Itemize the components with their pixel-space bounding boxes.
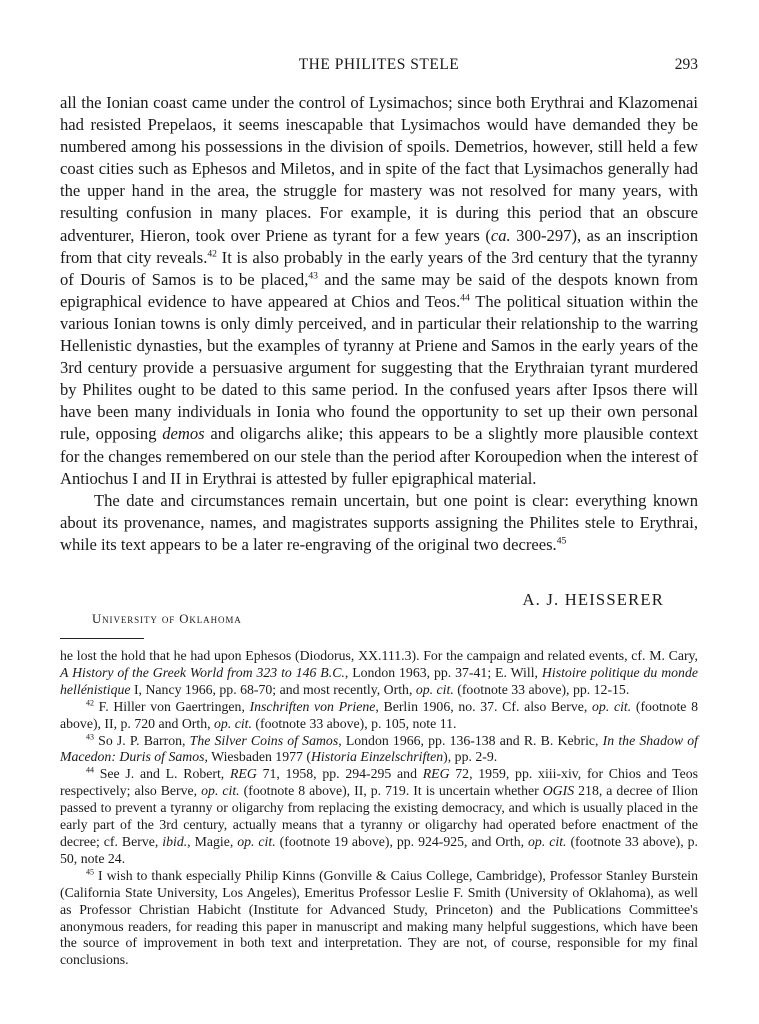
text-run: 72, 1959, pp. xiii-xiv, for Chios and Teos respectively; also Berve,	[60, 766, 699, 799]
text-run: (footnote 33 above), p. 105, note 11.	[251, 715, 457, 731]
author-name: A. J. HEISSERER	[522, 590, 664, 609]
text-run: , London 1966, pp. 136-138 and R. B. Kebric,	[338, 732, 603, 748]
italic-text: op. cit.	[201, 783, 240, 799]
text-run: all the Ionian coast came under the control of Lysimachos; since both Erythrai and Klazomenai had resisted Prepelaos, it seems inescapable that Lysimachos would have demanded they be numbered among his possessions in the division of spoils. Demetrios, however, still held a few coast cities such as Ephesos and Miletos, and in spite of the fact that Lysimachos generally had the upper hand in the area, the struggle for mastery was not resolved for many years, with resulting confusion in many places. For example, it is during this period that an obscure adventurer, Hieron, took over Priene as tyrant for a few years (	[60, 93, 698, 245]
text-run: (footnote 8 above), II, p. 719. It is uncertain whether	[239, 783, 543, 799]
author-affiliation: University of Oklahoma	[92, 612, 242, 626]
footnote-44	[60, 766, 698, 867]
text-run: It is also probably in the early years of the 3rd century that the tyranny of Douris of Samos is to be placed,	[60, 247, 698, 289]
italic-text: The Silver Coins of Samos	[189, 732, 339, 748]
text-run: The political situation within the various Ionian towns is only dimly perceived, and in particular their relationship to the warring Hellenistic dynasties, but the examples of tyranny at Priene and Samos in the early years of the 3rd century provide a persuasive argument for suggesting that the Erythraian tyrant murdered by Philites ought to be dated to this same period. In the confused years after Ipsos there will have been many individuals in Ionia who found the opportunity to set up their own personal rule, opposing	[60, 291, 698, 444]
text-run: and oligarchs alike; this appears to be a slightly more plausible context for the changes remembered on our stele than the period after Koroupedion when the interest of Antiochus I and II in Erythrai is attested by fuller epigraphical material.	[60, 424, 699, 488]
footnote-continuation	[60, 648, 698, 699]
text-run: (footnote 19 above), pp. 924-925, and Orth,	[275, 833, 529, 849]
text-run: I, Nancy 1966, pp. 68-70; and most recently, Orth,	[130, 681, 416, 697]
text-run: , Berlin 1906, no. 37. Cf. also Berve,	[375, 698, 593, 714]
page-number: 293	[674, 56, 698, 73]
text-run: See J. and L. Robert,	[94, 766, 230, 782]
footnote-marker: 45	[556, 535, 567, 547]
italic-text: ibid.	[162, 833, 188, 849]
text-run: he lost the hold that he had upon Ephesos (Diodorus, XX.111.3). For the campaign and related events, cf. M. Cary,	[60, 648, 698, 663]
text-run: , Magie,	[187, 833, 238, 849]
italic-text: OGIS	[542, 783, 575, 799]
body-paragraph-2	[60, 490, 698, 556]
italic-text: op. cit.	[528, 833, 567, 849]
text-run: (footnote 33 above), pp. 12-15.	[453, 681, 630, 697]
footnote-rule	[60, 638, 144, 639]
italic-text: Histoire politique du monde hellénistique	[60, 664, 698, 697]
italic-text: ca.	[490, 225, 511, 245]
italic-text: REG	[422, 766, 450, 782]
text-run: Wiesbaden 1977 (	[207, 749, 311, 765]
body-text	[60, 92, 698, 556]
footnote-marker: 42	[207, 248, 217, 260]
italic-text: op. cit.	[592, 698, 632, 714]
text-run: The date and circumstances remain uncertain, but one point is clear: everything known about its provenance, names, and magistrates supports assigning the Philites stele to Erythrai, while its text appears to be a later re-engraving of the original two decrees.	[60, 490, 698, 554]
italic-text: op. cit.	[237, 833, 276, 849]
italic-text: A History of the Greek World from 323 to 146 B.C.	[60, 664, 345, 680]
footnote-43	[60, 733, 698, 767]
italic-text: Historia Einzelschriften	[310, 749, 444, 765]
footnote-marker: 44	[460, 292, 470, 304]
text-run: F. Hiller von Gaertringen,	[94, 698, 250, 714]
text-run: ), pp. 2-9.	[443, 749, 498, 765]
footnote-marker: 43	[86, 731, 94, 741]
text-run: 218, a decree of Ilion passed to prevent a tyranny or oligarchy from replacing the existing democracy, and which is usually placed in the early part of the 3rd century, actually means that a tyranny or oligarchy had operated before enactment of the decree; cf. Berve,	[60, 783, 698, 849]
footnote-marker: 45	[86, 867, 94, 877]
body-paragraph-1	[60, 92, 698, 490]
footnote-marker: 42	[86, 698, 94, 708]
footnote-marker: 44	[86, 765, 94, 775]
footnote-42	[60, 699, 698, 733]
italic-text: In the Shadow of Macedon: Duris of Samos,	[60, 732, 698, 765]
text-run: and the same may be said of the despots known from epigraphical evidence to have appeared at Chios and Teos.	[60, 269, 698, 311]
text-run: 71, 1958, pp. 294-295 and	[256, 766, 423, 782]
italic-text: op. cit.	[415, 681, 454, 697]
text-run: (footnote 33 above), p. 50, note 24.	[60, 833, 699, 866]
italic-text: Inschriften von Priene	[249, 698, 376, 714]
footnote-45	[60, 868, 698, 969]
footnote-marker: 43	[308, 270, 318, 282]
text-run: I wish to thank especially Philip Kinns (Gonville & Caius College, Cambridge), Professor Stanley Burstein (California State University, Los Angeles), Emeritus Professor Leslie F. Smith (University of Oklahoma), as well as Professor Christian Habicht (Institute for Advanced Study, Princeton) and the Publications Committee's anonymous readers, for reading this paper in manuscript and making many helpful suggestions, which have been the source of improvement in both text and interpretation. They are not, of course, responsible for my final conclusions.	[60, 867, 698, 968]
text-run: So J. P. Barron,	[94, 732, 190, 748]
running-header	[60, 56, 698, 80]
italic-text: op. cit.	[214, 715, 252, 731]
text-run: , London 1963, pp. 37-41; E. Will,	[344, 664, 542, 680]
running-title: THE PHILITES STELE	[298, 56, 460, 73]
italic-text: demos	[162, 424, 205, 444]
footnotes	[60, 648, 698, 969]
text-run: 300-297), as an inscription from that city reveals.	[60, 225, 698, 267]
text-run: (footnote 8 above), II, p. 720 and Orth,	[60, 698, 698, 731]
italic-text: REG	[230, 766, 257, 782]
